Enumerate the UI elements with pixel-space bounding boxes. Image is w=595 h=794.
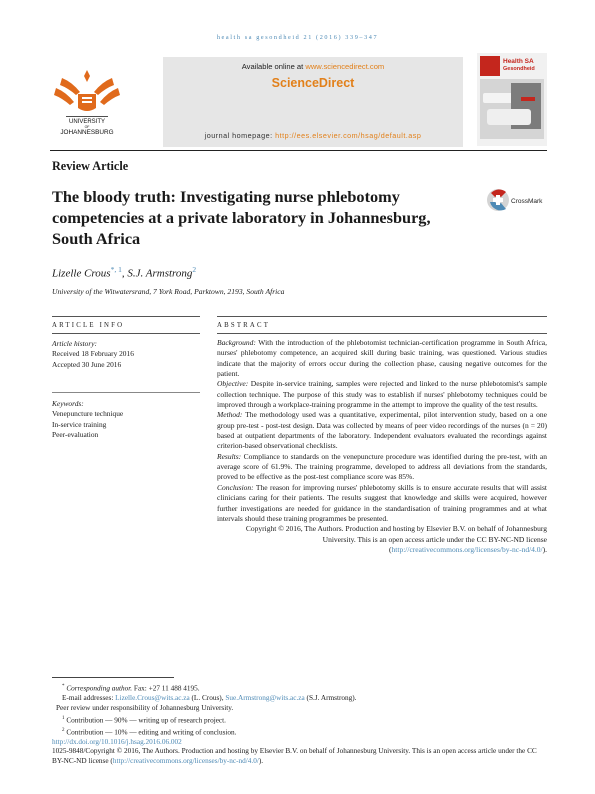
footnote-2	[52, 726, 548, 738]
footnote-rule	[52, 677, 174, 678]
affiliation: University of the Witwatersrand, 7 York Road, Parktown, 2193, South Africa	[52, 287, 285, 296]
author-2: S.J. Armstrong	[127, 267, 193, 280]
sciencedirect-wordmark: ScienceDirect	[271, 76, 355, 90]
university-crest-icon	[52, 68, 122, 136]
crossmark-label: CrossMark	[511, 198, 543, 205]
abstract-conclusion	[217, 483, 547, 524]
abstract-heading: ABSTRACT	[217, 322, 271, 329]
results-label: Results:	[217, 451, 242, 461]
objective-text: Despite in-service training, samples were rejected and linked to the nurse phlebotomist's sample collection technique. The purpose of this study was to establish if nurses' phlebotomy techniques could be improved through a workplace-training programme in the attempt to improve the quality of the test results.	[217, 379, 547, 410]
corr-mark: *	[62, 684, 65, 689]
article-info-rule-top	[52, 316, 200, 317]
copyright-end: ).	[542, 544, 547, 554]
author-1-marks[interactable]: *, 1	[110, 265, 122, 274]
issn-license-link[interactable]: http://creativecommons.org/licenses/by-nc-nd/4.0/	[112, 757, 259, 766]
background-label: Background:	[217, 338, 256, 347]
history-divider	[52, 392, 200, 393]
cover-title-2: Gesondheid	[503, 66, 535, 72]
email-link-armstrong[interactable]: Sue.Armstrong@wits.ac.za	[225, 694, 305, 703]
footnote-1	[52, 714, 548, 726]
author-2-marks[interactable]: 2	[192, 265, 197, 274]
fn1-text: Contribution — 90% — writing up of research project.	[64, 715, 226, 724]
abstract-rule-top	[217, 316, 547, 317]
results-text: Compliance to standards on the venepuncture procedure was identified during the pre-test, with an average score of 61.9%. The training programme, developed to address all deviations from the standards, proved to be effective as the post-test compliance score was 85%.	[217, 451, 547, 482]
peer-review-note: Peer review under responsibility of Johannesburg University.	[56, 703, 234, 712]
copyright-text: Copyright © 2016, The Authors. Production and hosting by Elsevier B.V. on behalf of Johannesburg University. This is an open access article under the CC BY-NC-ND license (	[245, 524, 547, 554]
doi-link[interactable]: http://dx.doi.org/10.1016/j.hsag.2016.06.002	[52, 737, 182, 746]
available-prefix: Available online at	[241, 62, 306, 71]
fn2-text: Contribution — 10% — editing and writing of conclusion.	[64, 728, 237, 737]
keyword: Venepuncture technique	[52, 409, 124, 419]
email-link-crous[interactable]: Lizelle.Crous@wits.ac.za	[115, 694, 190, 703]
issn-text: 1025-9848/Copyright © 2016, The Authors. Production and hosting by Elsevier B.V. on behalf of Johannesburg University. This is an open access article under the CC BY-NC-ND license (	[52, 747, 537, 766]
logo-line1: UNIVERSITY	[68, 119, 106, 125]
crossmark-icon	[487, 189, 509, 211]
abstract-body	[217, 338, 547, 555]
method-text: The methodology used was a quantitative, experimental, pilot intervention study, based on a one group pre-test - post-test design. Data was collected by means of peer video recordings of the nurses (n = 20) based at outpatient departments of the laboratory. Independent evaluators evaluated the recordings against criterion-based observational checklists.	[217, 410, 547, 451]
email1-who: (L. Crous),	[189, 694, 226, 703]
email-label: E-mail addresses:	[62, 694, 116, 703]
abstract-rule-bottom	[217, 333, 547, 334]
article-title: The bloody truth: Investigating nurse phlebotomy competencies at a private laboratory in Johannesburg, South Africa	[52, 187, 431, 248]
available-online	[163, 62, 463, 71]
article-type: Review Article	[52, 159, 129, 173]
corr-fax: Fax: +27 11 488 4195.	[132, 684, 200, 693]
sciencedirect-link[interactable]: www.sciencedirect.com	[305, 62, 385, 71]
history-label: Article history:	[52, 339, 97, 348]
abstract-objective	[217, 379, 547, 410]
university-logo	[52, 68, 122, 136]
doi-line	[52, 738, 548, 748]
cover-red-block	[480, 56, 500, 76]
fn1-mark: 1	[62, 715, 65, 721]
article-info-rule-bottom	[52, 333, 200, 334]
author-1: Lizelle Crous	[52, 267, 111, 280]
abstract-results	[217, 452, 547, 483]
keyword: Peer-evaluation	[52, 430, 99, 440]
running-head: health sa gesondheid 21 (2016) 339–347	[216, 34, 379, 41]
logo-line2: OF	[84, 125, 90, 129]
crossmark-button[interactable]	[486, 186, 546, 216]
fn2-mark: 2	[62, 727, 65, 733]
author-separator: ,	[121, 267, 128, 280]
abstract-method	[217, 410, 547, 451]
logo-line3: JOHANNESBURG	[60, 129, 114, 136]
accepted-date: Accepted 30 June 2016	[52, 359, 122, 369]
email-addresses	[52, 694, 548, 704]
authors	[52, 265, 196, 280]
article-info-heading: ARTICLE INFO	[52, 322, 125, 329]
conclusion-text: The reason for improving nurses' phlebotomy skills is to ensure accurate results that will assist clinicians caring for their patients. The results suggest that knowledge and skills were acquired, however further investigations are needed for guidance in the standardisation of training programmes and at what intervals should these training programmes be presented.	[217, 482, 547, 523]
issn-end: ).	[258, 757, 264, 766]
article-history	[52, 339, 134, 370]
journal-homepage-link[interactable]: http://ees.elsevier.com/hsag/default.asp	[275, 131, 422, 140]
background-text: With the introduction of the phlebotomist technician-certification programme in South Africa, nurses' phlebotomy competence, an acquired skill during basic training, was questioned. Various studies indicate that the majority of errors occur during the collection phase, causing negative outcomes for the patient.	[217, 338, 547, 379]
email2-who: (S.J. Armstrong).	[304, 694, 357, 703]
journal-homepage	[163, 131, 463, 140]
cover-title-1: Health SA	[503, 58, 534, 65]
journal-cover-image	[477, 53, 547, 146]
header-rule	[50, 150, 547, 151]
homepage-label: journal homepage:	[204, 131, 276, 140]
abstract-copyright	[217, 524, 547, 555]
keyword: In-service training	[52, 419, 107, 429]
keywords-block	[52, 399, 123, 441]
issn-copyright	[52, 747, 548, 766]
footnotes	[52, 682, 548, 767]
license-link[interactable]: http://creativecommons.org/licenses/by-nc-nd/4.0/	[391, 544, 543, 554]
objective-label: Objective:	[217, 379, 249, 389]
corr-label: Corresponding author.	[66, 684, 133, 693]
keywords-label: Keywords:	[52, 399, 84, 408]
conclusion-label: Conclusion:	[217, 482, 254, 492]
abstract-background	[217, 338, 547, 379]
corresponding-author	[52, 682, 548, 694]
method-label: Method:	[217, 410, 243, 420]
received-date: Received 18 February 2016	[52, 349, 134, 359]
